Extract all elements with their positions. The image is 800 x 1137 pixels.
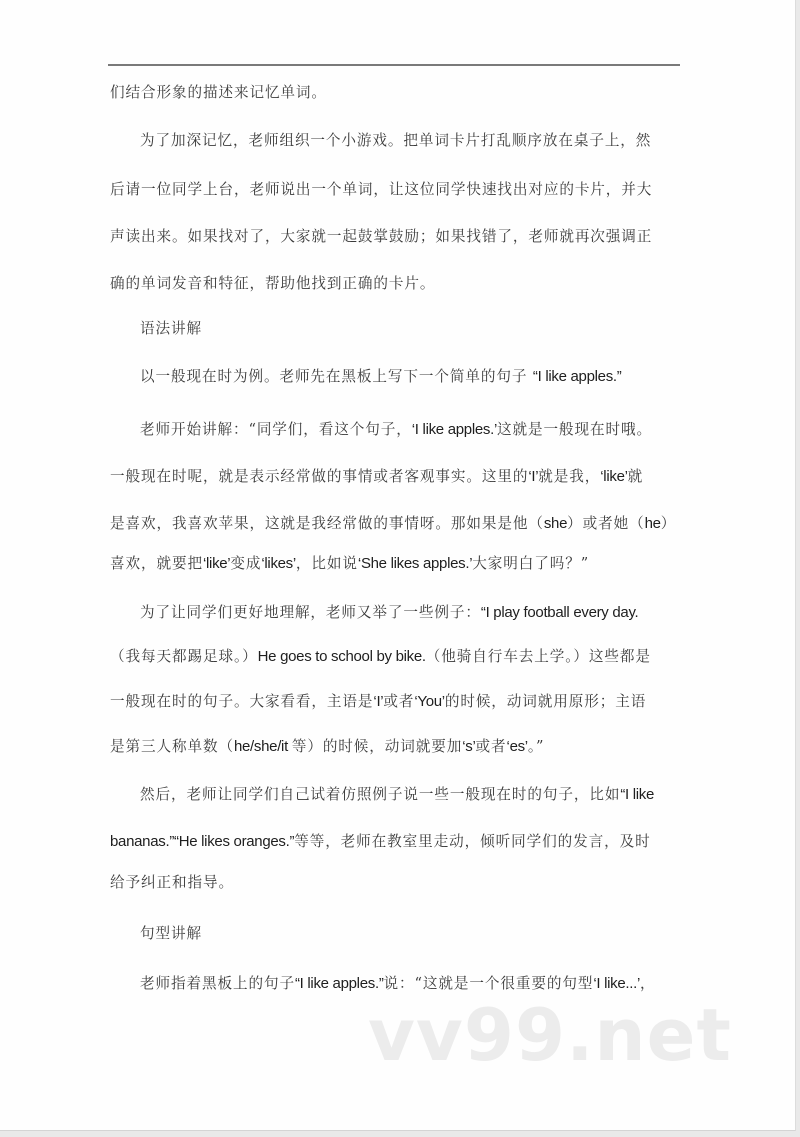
text-line [110, 645, 651, 666]
chinese-text: ）或者她（ [567, 515, 645, 532]
chinese-text: （我每天都踢足球。） [110, 648, 258, 665]
watermark: vv99.net [368, 993, 732, 1077]
english-text: ‘likes’ [261, 555, 296, 572]
english-text: ‘I’ [528, 468, 539, 485]
text-line [110, 465, 643, 486]
chinese-text: 后请一位同学上台，老师说出一个单词，让这位同学快速找出对应的卡片，并大 [110, 181, 653, 198]
chinese-text: 或者 [475, 738, 507, 755]
english-text: “I like [620, 786, 655, 803]
english-text: she [543, 515, 568, 532]
chinese-text: ， [640, 975, 656, 992]
chinese-text: 为了让同学们更好地理解，老师又举了一些例子： [140, 604, 481, 621]
chinese-text: 老师指着黑板上的句子 [140, 975, 295, 992]
english-text: He goes to school by bike. [257, 648, 426, 665]
chinese-text: 是喜欢，我喜欢苹果，这就是我经常做的事情呀。那如果是他（ [110, 515, 544, 532]
text-line [110, 81, 327, 102]
text-line [140, 601, 638, 622]
chinese-text: 大家明白了吗？” [472, 555, 590, 572]
english-text: “I like apples.” [532, 368, 622, 385]
chinese-text: 为了加深记忆，老师组织一个小游戏。把单词卡片打乱顺序放在桌子上，然 [140, 132, 652, 149]
text-line [110, 871, 234, 892]
english-text: ‘I’ [373, 693, 384, 710]
chinese-text: 喜欢，就要把 [110, 555, 203, 572]
text-line [110, 178, 652, 199]
chinese-text: 这就是一般现在时哦。 [497, 421, 652, 438]
chinese-text: 说：“这就是一个很重要的句型 [383, 975, 594, 992]
chinese-text: 以一般现在时为例。老师先在黑板上写下一个简单的句子 [140, 368, 533, 385]
text-line [140, 922, 202, 943]
text-line [140, 418, 652, 439]
chinese-text: ，比如说 [295, 555, 358, 572]
chinese-text: 声读出来。如果找对了，大家就一起鼓掌鼓励；如果找错了，老师就再次强调正 [110, 228, 653, 245]
english-text: “I play football every day. [480, 604, 639, 621]
english-text: ‘es’ [506, 738, 528, 755]
english-text: ‘She likes apples.’ [357, 555, 473, 572]
text-line [140, 365, 621, 386]
english-text: ‘like’ [600, 468, 628, 485]
chinese-text: 变成 [230, 555, 262, 572]
english-text: ‘like’ [202, 555, 231, 572]
english-text: “I like apples.” [294, 975, 384, 992]
chinese-text: 的时候，动词就用原形；主语 [444, 693, 647, 710]
english-text: bananas.”“He likes oranges.” [110, 833, 295, 850]
text-line [110, 735, 544, 756]
chinese-text: 语法讲解 [140, 320, 202, 337]
chinese-text: 确的单词发音和特征，帮助他找到正确的卡片。 [110, 275, 436, 292]
text-line [110, 512, 676, 533]
english-text: ‘I like apples.’ [411, 421, 498, 438]
text-line [140, 972, 656, 993]
chinese-text: 老师开始讲解：“同学们，看这个句子， [140, 421, 412, 438]
text-line [110, 272, 435, 293]
text-line [110, 225, 652, 246]
chinese-text: 句型讲解 [140, 925, 202, 942]
text-line [110, 830, 651, 851]
chinese-text: 们结合形象的描述来记忆单词。 [110, 84, 327, 101]
text-line [140, 129, 651, 150]
chinese-text: 。” [527, 738, 545, 755]
chinese-text: （他骑自行车去上学。）这些都是 [425, 648, 651, 665]
english-text: ‘I like...’ [593, 975, 641, 992]
text-line [110, 552, 589, 573]
header-rule [108, 64, 680, 66]
english-text: ‘You’ [414, 693, 445, 710]
chinese-text: 一般现在时的句子。大家看看，主语是 [110, 693, 374, 710]
english-text: he/she/it [233, 738, 292, 755]
chinese-text: 就是我， [538, 468, 601, 485]
text-line [110, 690, 646, 711]
chinese-text: 然后，老师让同学们自己试着仿照例子说一些一般现在时的句子，比如 [140, 786, 621, 803]
text-line [140, 317, 202, 338]
chinese-text: ） [660, 515, 677, 532]
chinese-text: 等）的时候，动词就要加 [291, 738, 463, 755]
text-line [140, 783, 654, 804]
chinese-text: 等等，老师在教室里走动，倾听同学们的发言，及时 [294, 833, 651, 850]
chinese-text: 给予纠正和指导。 [110, 874, 234, 891]
english-text: he [644, 515, 661, 532]
chinese-text: 就 [627, 468, 644, 485]
english-text: ‘s’ [462, 738, 476, 755]
chinese-text: 是第三人称单数（ [110, 738, 234, 755]
chinese-text: 或者 [383, 693, 415, 710]
chinese-text: 一般现在时呢，就是表示经常做的事情或者客观事实。这里的 [110, 468, 529, 485]
